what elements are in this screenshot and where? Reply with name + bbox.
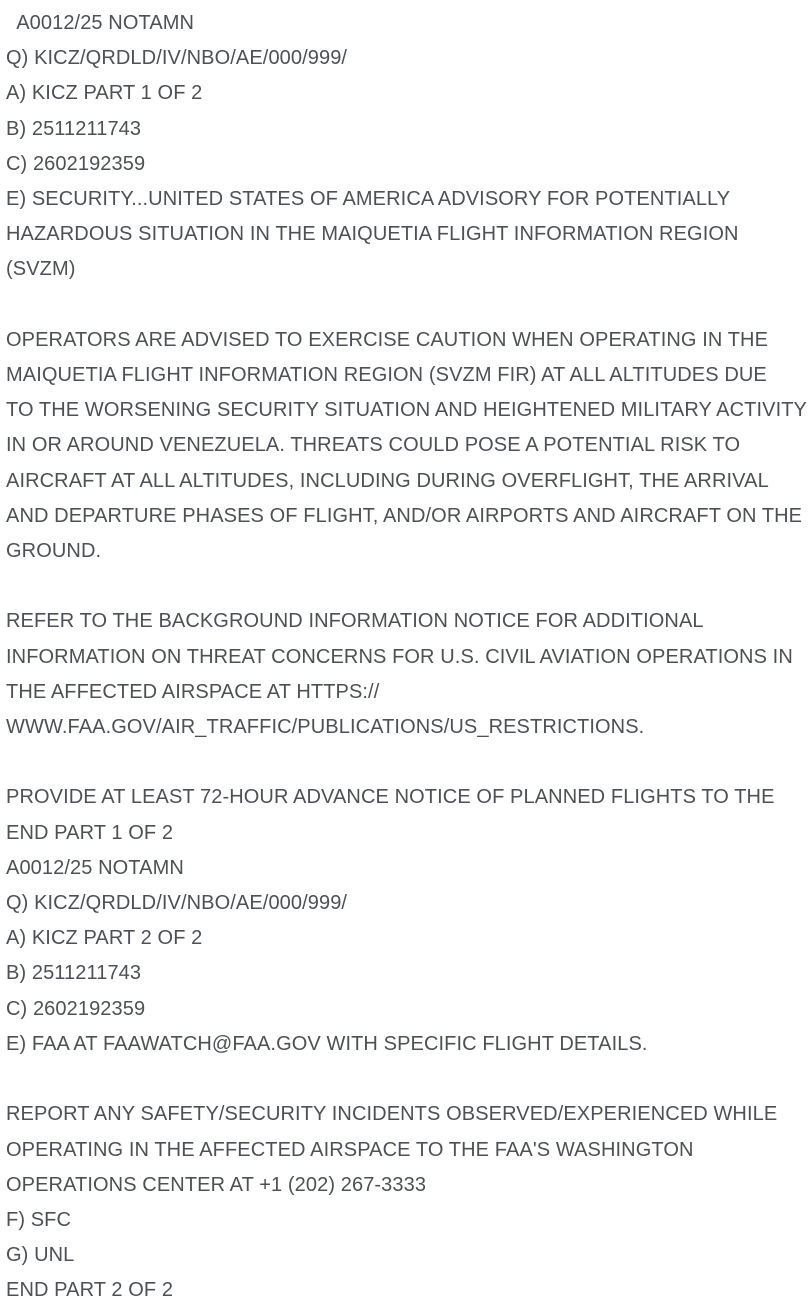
notam-line: B) 2511211743 bbox=[6, 117, 142, 140]
notam-line: REPORT ANY SAFETY/SECURITY INCIDENTS OBSERVED/EXPERIENCED WHILE bbox=[6, 1103, 778, 1126]
notam-line: B) 2511211743 bbox=[6, 962, 142, 985]
notam-line: F) SFC bbox=[6, 1208, 72, 1231]
notam-line: Q) KICZ/QRDLD/IV/NBO/AE/000/999/ bbox=[6, 47, 348, 70]
notam-line: AND DEPARTURE PHASES OF FLIGHT, AND/OR AIRPORTS AND AIRCRAFT ON THE bbox=[6, 504, 803, 527]
notam-line: (SVZM) bbox=[6, 258, 76, 281]
notam-line: GROUND. bbox=[6, 540, 102, 563]
notam-line: A) KICZ PART 2 OF 2 bbox=[6, 927, 203, 950]
notam-line: C) 2602192359 bbox=[6, 997, 146, 1020]
notam-line: END PART 1 OF 2 bbox=[6, 821, 174, 844]
notam-line: OPERATING IN THE AFFECTED AIRSPACE TO THE FAA'S WASHINGTON bbox=[6, 1138, 694, 1161]
notam-line: INFORMATION ON THREAT CONCERNS FOR U.S. CIVIL AVIATION OPERATIONS IN bbox=[6, 645, 793, 668]
notam-line bbox=[6, 1062, 812, 1097]
notam-line: OPERATORS ARE ADVISED TO EXERCISE CAUTION WHEN OPERATING IN THE bbox=[6, 328, 769, 351]
notam-line: G) UNL bbox=[6, 1244, 75, 1267]
notam-line: A0012/25 NOTAMN bbox=[6, 856, 184, 879]
notam-line: C) 2602192359 bbox=[6, 152, 146, 175]
notam-line: A) KICZ PART 1 OF 2 bbox=[6, 82, 203, 105]
notam-line bbox=[6, 569, 812, 604]
notam-line: AIRCRAFT AT ALL ALTITUDES, INCLUDING DURING OVERFLIGHT, THE ARRIVAL bbox=[6, 469, 769, 492]
notam-line: OPERATIONS CENTER AT +1 (202) 267-3333 bbox=[6, 1173, 427, 1196]
notam-line: WWW.FAA.GOV/AIR_TRAFFIC/PUBLICATIONS/US_RESTRICTIONS. bbox=[6, 716, 645, 739]
notam-line: MAIQUETIA FLIGHT INFORMATION REGION (SVZM FIR) AT ALL ALTITUDES DUE bbox=[6, 364, 767, 387]
notam-line: THE AFFECTED AIRSPACE AT HTTPS:// bbox=[6, 680, 380, 703]
notam-line: PROVIDE AT LEAST 72-HOUR ADVANCE NOTICE OF PLANNED FLIGHTS TO THE bbox=[6, 786, 775, 809]
notam-line bbox=[6, 288, 812, 323]
notam-line: E) FAA AT FAAWATCH@FAA.GOV WITH SPECIFIC FLIGHT DETAILS. bbox=[6, 1032, 648, 1055]
notam-line: IN OR AROUND VENEZUELA. THREATS COULD POSE A POTENTIAL RISK TO bbox=[6, 434, 741, 457]
notam-line: REFER TO THE BACKGROUND INFORMATION NOTICE FOR ADDITIONAL bbox=[6, 610, 704, 633]
notam-line: HAZARDOUS SITUATION IN THE MAIQUETIA FLIGHT INFORMATION REGION bbox=[6, 223, 739, 246]
notam-line: Q) KICZ/QRDLD/IV/NBO/AE/000/999/ bbox=[6, 892, 348, 915]
notam-line: END PART 2 OF 2 bbox=[6, 1279, 174, 1302]
notam-line: E) SECURITY...UNITED STATES OF AMERICA ADVISORY FOR POTENTIALLY bbox=[6, 188, 731, 211]
notam-line bbox=[6, 745, 812, 780]
notam-line: TO THE WORSENING SECURITY SITUATION AND HEIGHTENED MILITARY ACTIVITY bbox=[6, 399, 807, 422]
notam-line: A0012/25 NOTAMN bbox=[6, 12, 195, 34]
